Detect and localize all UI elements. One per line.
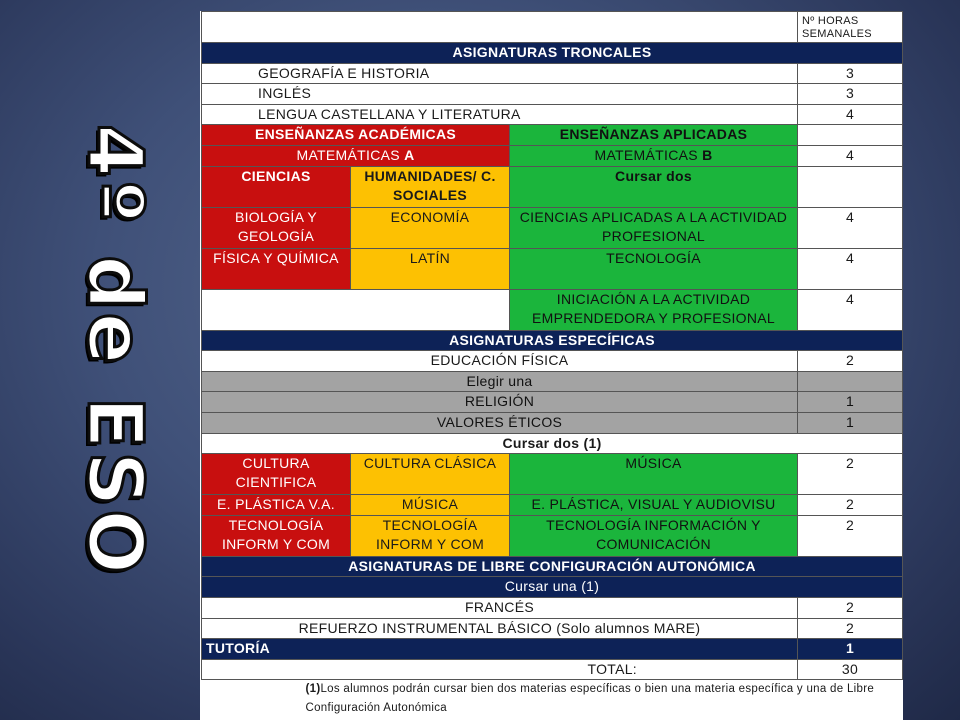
hours-cell: 3	[798, 84, 903, 105]
subject-religion: RELIGIÓN	[202, 392, 798, 413]
subject-lengua: LENGUA CASTELLANA Y LITERATURA	[202, 104, 798, 125]
hours-cell: 1	[798, 412, 903, 433]
troncales-title: ASIGNATURAS TRONCALES	[202, 43, 903, 64]
hours-cell: 3	[798, 63, 903, 84]
libre-title: ASIGNATURAS DE LIBRE CONFIGURACIÓN AUTONÓMICA	[202, 556, 903, 577]
table-row	[202, 371, 903, 392]
subject-cultura-cientifica: CULTURA CIENTIFICA	[202, 454, 351, 495]
hours-cell: 1	[798, 392, 903, 413]
table-row	[202, 84, 903, 105]
slide-title-text: 4º de ESO	[70, 123, 160, 577]
total-hours: 30	[798, 659, 903, 680]
subject-valores-eticos: VALORES ÉTICOS	[202, 412, 798, 433]
matematicas-b-label: MATEMÁTICAS	[594, 146, 703, 163]
tutoria-row	[202, 639, 903, 660]
ciencias-header: CIENCIAS	[202, 166, 351, 207]
subject-fisica: FÍSICA Y QUÍMICA	[202, 248, 351, 289]
humanidades-header: HUMANIDADES/ C. SOCIALES	[351, 166, 510, 207]
hours-cell-empty	[798, 125, 903, 146]
especificas-header-row	[202, 330, 903, 351]
hours-header: Nº HORAS SEMANALES	[798, 12, 903, 43]
slide-title	[40, 123, 190, 577]
matematicas-row	[202, 145, 903, 166]
subject-ingles: INGLÉS	[202, 84, 798, 105]
table-row	[202, 495, 903, 516]
subject-cultura-clasica: CULTURA CLÁSICA	[351, 454, 510, 495]
troncales-header-row	[202, 43, 903, 64]
table-row	[202, 392, 903, 413]
matematicas-b-letter: B	[702, 146, 713, 163]
hours-cell: 4	[798, 145, 903, 166]
hours-cell: 1	[798, 639, 903, 660]
footnote	[202, 680, 903, 719]
hours-cell: 2	[798, 515, 903, 556]
table-row	[202, 104, 903, 125]
subject-latin: LATÍN	[351, 248, 510, 289]
academicas-header: ENSEÑANZAS ACADÉMICAS	[202, 125, 510, 146]
aplicadas-header: ENSEÑANZAS APLICADAS	[510, 125, 798, 146]
total-label: TOTAL:	[202, 659, 798, 680]
matematicas-b	[510, 145, 798, 166]
matematicas-a-label: MATEMÁTICAS	[296, 146, 405, 163]
schedule-table	[201, 11, 903, 718]
hours-cell: 2	[798, 454, 903, 495]
subject-tic-academicas: TECNOLOGÍA INFORM Y COM	[202, 515, 351, 556]
table-row	[202, 515, 903, 556]
libre-subtitle: Cursar una (1)	[202, 577, 903, 598]
especificas-title: ASIGNATURAS ESPECÍFICAS	[202, 330, 903, 351]
subject-iniciacion: INICIACIÓN A LA ACTIVIDAD EMPRENDEDORA Y PROFESIONAL	[510, 289, 798, 330]
subject-musica-humanidades: MÚSICA	[351, 495, 510, 516]
elegir-una-label: Elegir una	[202, 371, 798, 392]
table-row	[202, 248, 903, 289]
subject-tic-humanidades: TECNOLOGÍA INFORM Y COM	[351, 515, 510, 556]
empty-cell	[202, 289, 510, 330]
hours-cell: 4	[798, 207, 903, 248]
total-row	[202, 659, 903, 680]
matematicas-a	[202, 145, 510, 166]
table-row	[202, 454, 903, 495]
hours-cell: 2	[798, 618, 903, 639]
hours-cell: 4	[798, 289, 903, 330]
subject-tic-aplicadas: TECNOLOGÍA INFORMACIÓN Y COMUNICACIÓN	[510, 515, 798, 556]
table-row	[202, 433, 903, 454]
cursar-dos-label: Cursar dos	[510, 166, 798, 207]
subject-refuerzo: REFUERZO INSTRUMENTAL BÁSICO (Solo alumnos MARE)	[202, 618, 798, 639]
matematicas-a-letter: A	[404, 146, 415, 163]
subject-educacion-fisica: EDUCACIÓN FÍSICA	[202, 351, 798, 372]
footnote-mark: (1)	[305, 683, 321, 696]
libre-subheader-row	[202, 577, 903, 598]
table-row	[202, 289, 903, 330]
subject-economia: ECONOMÍA	[351, 207, 510, 248]
table-row	[202, 63, 903, 84]
subject-musica-aplicadas: MÚSICA	[510, 454, 798, 495]
cursar-dos-1-label: Cursar dos (1)	[202, 433, 903, 454]
subject-geografia: GEOGRAFÍA E HISTORIA	[202, 63, 798, 84]
hours-cell: 4	[798, 248, 903, 289]
subject-frances: FRANCÉS	[202, 597, 798, 618]
subject-ciencias-aplicadas: CIENCIAS APLICADAS A LA ACTIVIDAD PROFESIONAL	[510, 207, 798, 248]
hours-cell: 4	[798, 104, 903, 125]
footnote-text: Los alumnos podrán cursar bien dos materias específicas o bien una materia específica y una de Libre Configuración Autonómica	[305, 683, 875, 715]
table-row	[202, 597, 903, 618]
footnote-row	[202, 680, 903, 719]
table-row	[202, 207, 903, 248]
hours-cell: 2	[798, 597, 903, 618]
table-row	[202, 351, 903, 372]
table-row	[202, 618, 903, 639]
hours-cell: 2	[798, 351, 903, 372]
ensenanzas-header-row	[202, 125, 903, 146]
libre-header-row	[202, 556, 903, 577]
hours-cell-empty	[798, 166, 903, 207]
subject-biologia: BIOLOGÍA Y GEOLOGÍA	[202, 207, 351, 248]
table-row	[202, 412, 903, 433]
subject-tecnologia: TECNOLOGÍA	[510, 248, 798, 289]
header-row	[202, 12, 903, 43]
subject-plastica-aplicadas: E. PLÁSTICA, VISUAL Y AUDIOVISU	[510, 495, 798, 516]
hours-cell-empty	[798, 371, 903, 392]
header-blank	[202, 12, 798, 43]
itinerario-header-row	[202, 166, 903, 207]
hours-cell: 2	[798, 495, 903, 516]
subject-plastica-academicas: E. PLÁSTICA V.A.	[202, 495, 351, 516]
tutoria-label: TUTORÍA	[202, 639, 798, 660]
